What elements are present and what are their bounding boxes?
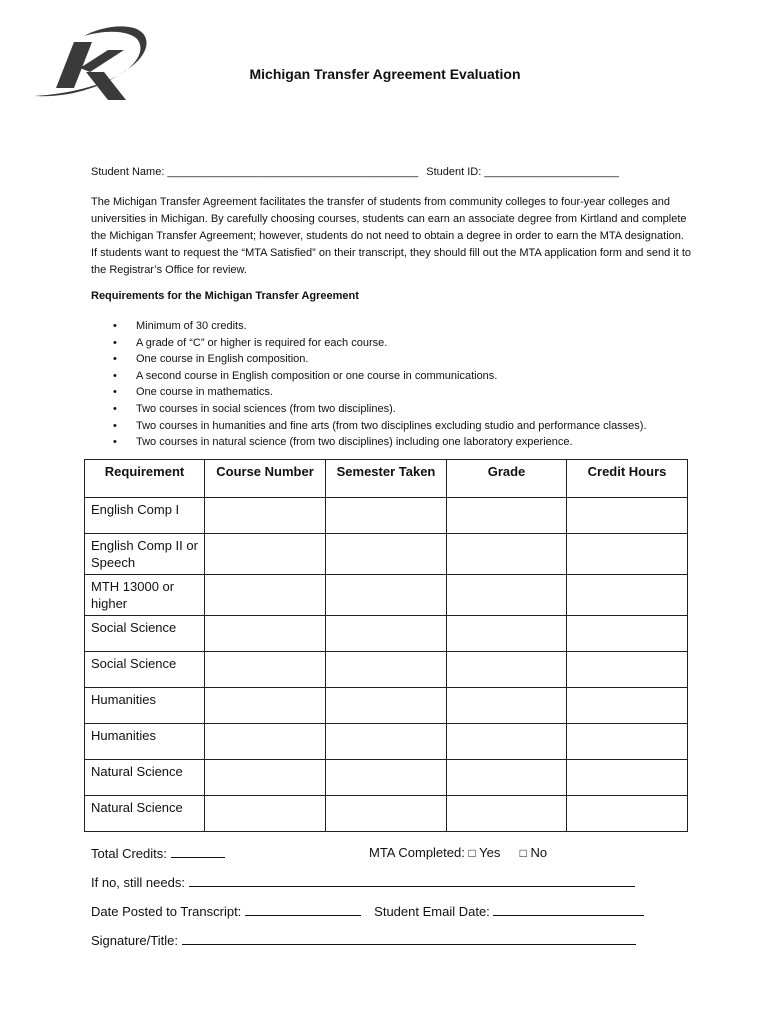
grade-cell[interactable] [447,724,567,760]
requirement-cell: MTH 13000 or higher [85,575,205,616]
credit-hours-cell[interactable] [567,760,688,796]
student-name-field[interactable]: Student Name: _________________________________________ [91,166,419,178]
table-header-row [85,460,688,498]
credit-hours-cell[interactable] [567,498,688,534]
semester-taken-cell[interactable] [326,796,447,832]
date-posted-field[interactable] [245,903,361,916]
requirement-cell: Natural Science [85,796,205,832]
student-email-field[interactable] [493,903,644,916]
mta-completed-line [369,845,547,860]
bullet-icon: • [113,369,117,382]
grade-cell[interactable] [447,498,567,534]
yes-checkbox[interactable]: □ [468,846,476,860]
header-grade: Grade [447,460,567,498]
requirement-cell: English Comp I [85,498,205,534]
semester-taken-cell[interactable] [326,652,447,688]
requirement-cell: English Comp II or Speech [85,534,205,575]
course-number-cell[interactable] [205,534,326,575]
semester-taken-cell[interactable] [326,688,447,724]
no-checkbox[interactable]: □ [519,846,527,860]
requirements-list [91,318,647,451]
grade-cell[interactable] [447,616,567,652]
semester-taken-cell[interactable] [326,498,447,534]
dates-line [91,903,644,919]
requirement-cell: Humanities [85,688,205,724]
list-item: • A second course in English composition or one course in communications. [91,368,647,385]
credit-hours-cell[interactable] [567,652,688,688]
course-number-cell[interactable] [205,652,326,688]
course-number-cell[interactable] [205,575,326,616]
header-course-number: Course Number [205,460,326,498]
header-semester-taken: Semester Taken [326,460,447,498]
still-needs-label: If no, still needs: [91,875,185,890]
still-needs-field[interactable] [189,874,635,887]
total-credits-field[interactable] [171,845,225,858]
grade-cell[interactable] [447,760,567,796]
bullet-icon: • [113,320,117,332]
bullet-icon: • [113,419,117,432]
student-id-field[interactable]: Student ID: ______________________ [426,166,619,178]
list-item: • One course in English composition. [91,351,647,368]
yes-label: Yes [479,845,501,860]
student-info-line [91,166,619,178]
date-posted-label: Date Posted to Transcript: [91,904,242,919]
semester-taken-cell[interactable] [326,575,447,616]
signature-field[interactable] [182,932,636,945]
course-number-cell[interactable] [205,688,326,724]
table-row [85,652,688,688]
grade-cell[interactable] [447,534,567,575]
list-item: • Two courses in natural science (from two disciplines) including one laboratory experience. [91,434,647,451]
course-number-cell[interactable] [205,616,326,652]
requirements-heading: Requirements for the Michigan Transfer Agreement [91,290,359,302]
list-item: • A grade of “C” or higher is required for each course. [91,335,647,352]
total-credits-line [91,845,225,861]
course-number-cell[interactable] [205,796,326,832]
student-email-label: Student Email Date: [374,904,490,919]
grade-cell[interactable] [447,688,567,724]
semester-taken-cell[interactable] [326,534,447,575]
kirtland-k-logo-icon [28,22,154,104]
list-item: • Two courses in social sciences (from two disciplines). [91,401,647,418]
page-title: Michigan Transfer Agreement Evaluation [249,66,521,82]
credit-hours-cell[interactable] [567,575,688,616]
semester-taken-cell[interactable] [326,724,447,760]
table-row [85,616,688,652]
table-row [85,796,688,832]
requirement-cell: Social Science [85,652,205,688]
bullet-icon: • [113,386,117,399]
grade-cell[interactable] [447,796,567,832]
bullet-icon: • [113,402,117,415]
table-row [85,688,688,724]
semester-taken-cell[interactable] [326,760,447,796]
intro-paragraph: The Michigan Transfer Agreement facilitates the transfer of students from community colleges to four-year colleges and universities in Michigan. By carefully choosing courses, students can earn an associate degree from Kirtland and complete the Michigan Transfer Agreement; however, students do not need to obtain a degree in order to earn the MTA designation. If students want to request the “MTA Satisfied” on their transcript, they should fill out the MTA application form and send it to the Registrar’s Office for review. [91,196,692,276]
still-needs-line [91,874,635,890]
bullet-icon: • [113,353,117,366]
requirement-cell: Natural Science [85,760,205,796]
credit-hours-cell[interactable] [567,688,688,724]
requirement-cell: Social Science [85,616,205,652]
mta-course-table [84,459,688,832]
requirement-cell: Humanities [85,724,205,760]
bullet-icon: • [113,436,117,449]
grade-cell[interactable] [447,652,567,688]
signature-label: Signature/Title: [91,933,178,948]
table-row [85,575,688,616]
credit-hours-cell[interactable] [567,796,688,832]
table-row [85,760,688,796]
course-number-cell[interactable] [205,760,326,796]
credit-hours-cell[interactable] [567,534,688,575]
list-item: • Minimum of 30 credits. [91,318,647,335]
header-requirement: Requirement [85,460,205,498]
credit-hours-cell[interactable] [567,724,688,760]
course-number-cell[interactable] [205,724,326,760]
credit-hours-cell[interactable] [567,616,688,652]
table-row [85,724,688,760]
course-number-cell[interactable] [205,498,326,534]
mta-completed-label: MTA Completed: [369,845,465,860]
grade-cell[interactable] [447,575,567,616]
no-label: No [530,845,548,860]
bullet-icon: • [113,336,117,349]
table-row [85,498,688,534]
list-item: • Two courses in humanities and fine arts (from two disciplines excluding studio and performance classes). [91,418,647,435]
semester-taken-cell[interactable] [326,616,447,652]
list-item: • One course in mathematics. [91,384,647,401]
header-credit-hours: Credit Hours [567,460,688,498]
table-row [85,534,688,575]
signature-line [91,932,636,948]
total-credits-label: Total Credits: [91,846,167,861]
